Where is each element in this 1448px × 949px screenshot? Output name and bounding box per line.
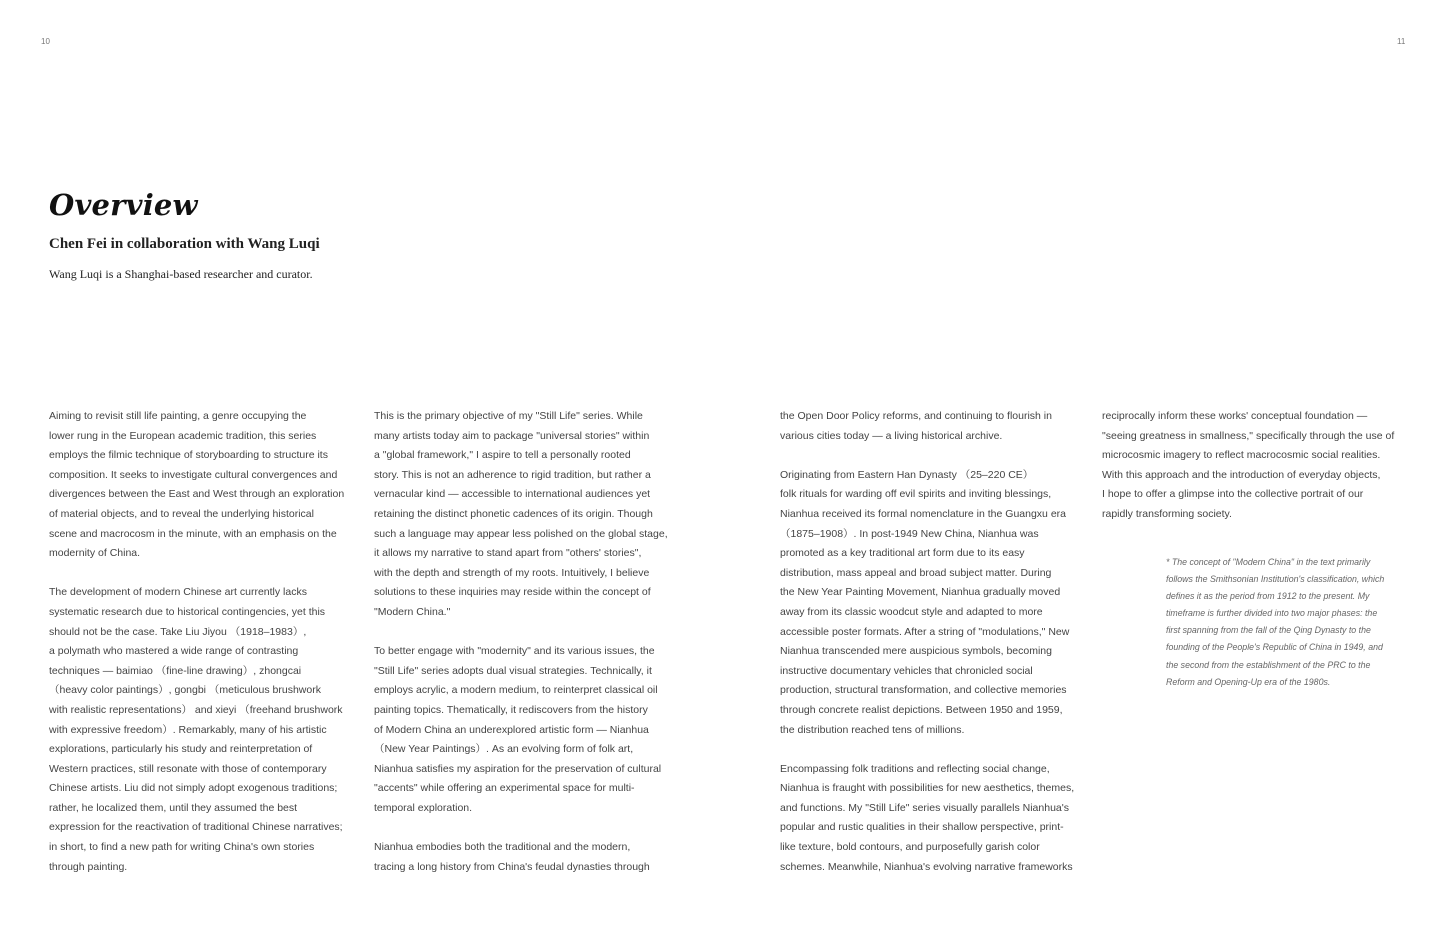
body-text-line: （New Year Paintings）. As an evolving form of folk art, <box>374 743 634 756</box>
body-text-line: composition. It seeks to investigate cultural convergences and <box>49 468 338 481</box>
body-text-line: Aiming to revisit still life painting, a genre occupying the <box>49 410 307 422</box>
body-text-line: （1875–1908）. In post-1949 New China, Nianhua was <box>780 527 1039 540</box>
body-text-line: and functions. My "Still Life" series visually parallels Nianhua's <box>780 801 1070 814</box>
body-text-line: "accents" while offering an experimental space for multi- <box>374 782 635 795</box>
body-text-line: a "global framework," I aspire to tell a personally rooted <box>374 449 631 462</box>
page-number-right: 11 <box>1397 37 1406 46</box>
paragraph-gap <box>374 623 679 643</box>
body-text-line: popular and rustic qualities in their shallow perspective, print- <box>780 821 1064 834</box>
body-text-line: modernity of China. <box>49 547 141 560</box>
footnote-line: timeframe is further divided into two major phases: the <box>1166 608 1378 619</box>
body-text-line: through concrete realist depictions. Between 1950 and 1959, <box>780 703 1063 716</box>
body-text-line: the New Year Painting Movement, Nianhua gradually moved <box>780 586 1061 599</box>
body-text-line: lower rung in the European academic tradition, this series <box>49 429 317 442</box>
body-text-line: （heavy color paintings）, gongbi （meticulous brushwork <box>49 684 321 697</box>
body-text-line: With this approach and the introduction of everyday objects, <box>1102 468 1381 481</box>
footnote-line: the second from the establishment of the PRC to the <box>1166 659 1371 670</box>
footnote-line: founding of the People's Republic of China in 1949, and <box>1166 642 1383 653</box>
footnote-line: * The concept of "Modern China" in the text primarily <box>1166 557 1371 567</box>
paragraph-gap <box>49 564 354 584</box>
body-text-line: schemes. Meanwhile, Nianhua's evolving narrative frameworks <box>780 860 1073 873</box>
body-text-line: the Open Door Policy reforms, and continuing to flourish in <box>780 410 1052 422</box>
body-text-line: painting topics. Thematically, it rediscovers from the history <box>374 703 648 716</box>
body-text-line: rapidly transforming society. <box>1102 507 1232 520</box>
body-text-line: temporal exploration. <box>374 801 473 814</box>
body-text-line: production, structural transformation, and collective memories <box>780 684 1067 697</box>
text-column-4 <box>1102 407 1407 525</box>
body-text-line: instructive documentary vehicles that chronicled social <box>780 664 1033 677</box>
footnote-line: first spanning from the fall of the Qing Dynasty to the <box>1166 625 1371 636</box>
body-text-line: such a language may appear less polished on the global stage, <box>374 527 668 540</box>
body-text-line: The development of modern Chinese art currently lacks <box>49 586 307 599</box>
body-text-line: through painting. <box>49 860 128 873</box>
body-text-line: Western practices, still resonate with those of contemporary <box>49 762 327 775</box>
footnote-line: defines it as the period from 1912 to the present. My <box>1166 591 1370 602</box>
body-text-line: of material objects, and to reveal the underlying historical <box>49 507 314 520</box>
body-text-line: solutions to these inquiries may reside within the concept of <box>374 586 651 599</box>
body-text-line: story. This is not an adherence to rigid tradition, but rather a <box>374 468 651 481</box>
paragraph-gap <box>780 740 1085 760</box>
text-column-3 <box>780 407 1085 877</box>
body-text-line: should not be the case. Take Liu Jiyou （1918–1983）, <box>49 625 307 638</box>
body-text-line: expression for the reactivation of traditional Chinese narratives; <box>49 821 343 834</box>
body-text-line: microcosmic imagery to reflect macrocosmic social realities. <box>1102 449 1381 462</box>
footnote <box>1166 554 1416 691</box>
body-text-line: tracing a long history from China's feudal dynasties through <box>374 860 650 873</box>
body-text-line: Nianhua transcended mere auspicious symbols, becoming <box>780 645 1052 658</box>
text-column-2 <box>374 407 679 877</box>
body-text-line: vernacular kind — accessible to international audiences yet <box>374 488 651 501</box>
body-text-line: Nianhua embodies both the traditional and the modern, <box>374 841 631 854</box>
text-column-1 <box>49 407 354 877</box>
page-title: Overview <box>49 188 198 222</box>
body-text-line: with realistic representations） and xieyi （freehand brushwork <box>49 703 343 716</box>
body-text-line: rather, he localized them, until they assumed the best <box>49 801 298 814</box>
body-text-line: with the depth and strength of my roots. Intuitively, I believe <box>374 566 650 579</box>
body-text-line: of Modern China an underexplored artistic form — Nianhua <box>374 723 649 736</box>
body-text-line: retaining the distinct phonetic cadences of its origin. Though <box>374 507 653 520</box>
body-text-line: many artists today aim to package "universal stories" within <box>374 429 650 442</box>
author-byline: Wang Luqi is a Shanghai-based researcher and curator. <box>49 267 313 281</box>
body-text-line: scene and macrocosm in the minute, with an emphasis on the <box>49 527 337 540</box>
footnote-line: Reform and Opening-Up era of the 1980s. <box>1166 676 1331 687</box>
body-text-line: "seeing greatness in smallness," specifically through the use of <box>1102 429 1395 442</box>
body-text-line: Nianhua satisfies my aspiration for the preservation of cultural <box>374 762 662 775</box>
body-text-line: I hope to offer a glimpse into the collective portrait of our <box>1102 488 1364 501</box>
body-text-line: To better engage with "modernity" and its various issues, the <box>374 645 655 658</box>
paragraph-gap <box>374 818 679 838</box>
body-text-line: with expressive freedom）. Remarkably, many of his artistic <box>49 723 327 736</box>
body-text-line: "Modern China." <box>374 605 451 618</box>
body-text-line: a polymath who mastered a wide range of contrasting <box>49 645 299 658</box>
body-text-line: employs the filmic technique of storyboarding to structure its <box>49 449 328 462</box>
body-text-line: various cities today — a living historical archive. <box>780 429 1003 442</box>
body-text-line: Originating from Eastern Han Dynasty （25–220 CE） <box>780 468 1034 481</box>
body-text-line: in short, to find a new path for writing China's own stories <box>49 841 315 854</box>
body-text-line: it allows my narrative to stand apart from "others' stories", <box>374 547 642 560</box>
body-text-line: "Still Life" series adopts dual visual strategies. Technically, it <box>374 664 652 677</box>
paragraph-gap <box>780 446 1085 466</box>
body-text-line: accessible poster formats. After a string of "modulations," New <box>780 625 1070 638</box>
body-text-line: employs acrylic, a modern medium, to reinterpret classical oil <box>374 684 658 697</box>
body-text-line: Chinese artists. Liu did not simply adopt exogenous traditions; <box>49 782 338 795</box>
body-text-line: the distribution reached tens of millions. <box>780 723 965 736</box>
page-number-left: 10 <box>41 37 50 46</box>
body-text-line: Nianhua is fraught with possibilities for new aesthetics, themes, <box>780 782 1075 795</box>
body-text-line: divergences between the East and West through an exploration <box>49 488 345 501</box>
body-text-line: Encompassing folk traditions and reflecting social change, <box>780 762 1050 775</box>
body-text-line: Nianhua received its formal nomenclature in the Guangxu era <box>780 507 1066 520</box>
body-text-line: like texture, bold contours, and purposefully garish color <box>780 841 1040 854</box>
body-text-line: techniques — baimiao （fine-line drawing）, zhongcai <box>49 664 302 677</box>
body-text-line: distribution, mass appeal and broad subject matter. During <box>780 566 1052 579</box>
body-text-line: promoted as a key traditional art form due to its easy <box>780 547 1025 560</box>
body-text-line: explorations, particularly his study and reinterpretation of <box>49 743 313 756</box>
footnote-line: follows the Smithsonian Institution's classification, which <box>1166 574 1385 585</box>
page-subtitle: Chen Fei in collaboration with Wang Luqi <box>49 236 320 252</box>
body-text-line: reciprocally inform these works' conceptual foundation — <box>1102 410 1368 422</box>
body-text-line: folk rituals for warding off evil spirits and inviting blessings, <box>780 488 1052 501</box>
body-text-line: away from its classic woodcut style and adapted to more <box>780 605 1043 618</box>
body-text-line: systematic research due to historical contingencies, yet this <box>49 605 326 618</box>
body-text-line: This is the primary objective of my "Still Life" series. While <box>374 410 643 422</box>
